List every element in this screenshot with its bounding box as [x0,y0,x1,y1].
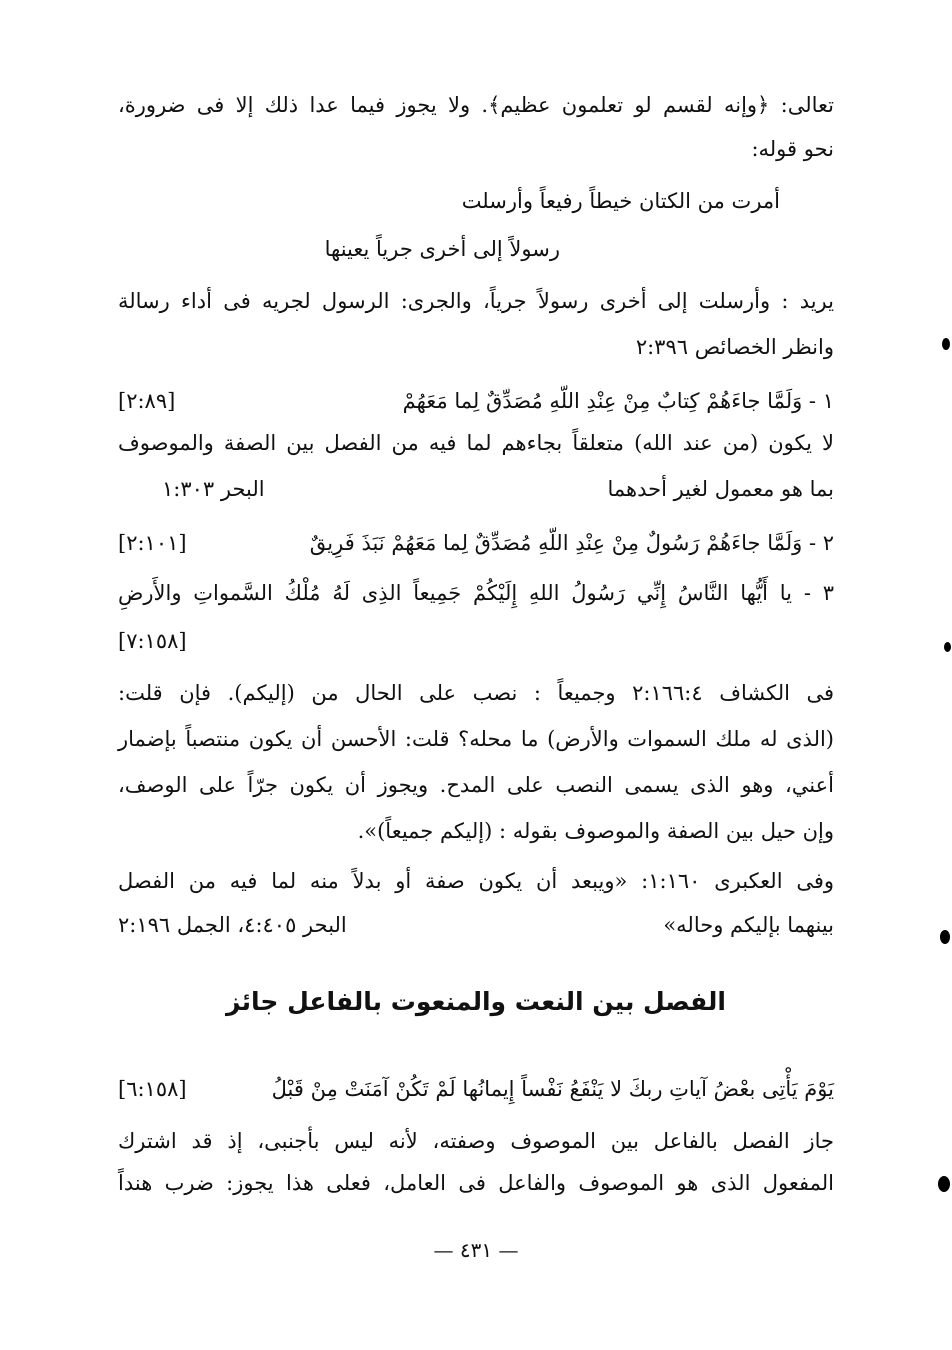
paragraph-line: تعالى: ﴿وإنه لقسم لو تعلمون عظيم﴾. ولا يجوز فيما عدا ذلك إلا فى ضرورة، [118,93,834,117]
paragraph-line: نحو قوله: [751,137,834,161]
paragraph-line: أعني، وهو الذى يسمى النصب على المدح. ويجوز أن يكون جرّاً على الوصف، [118,773,834,797]
verse-reference: [٢:٨٩] [118,389,176,413]
verse-reference: [٧:١٥٨] [118,629,187,653]
paragraph-line: وفى العكبرى ١:١٦٠: «ويبعد أن يكون صفة أو بدلاً منه لما فيه من الفصل [118,869,835,893]
page-number: — ٤٣١ — [433,1238,519,1262]
quran-citation-1 [118,386,834,416]
source-reference: البحر ١:٣٠٣ [162,477,265,501]
scan-mark [944,642,951,652]
verse-line: رسولاً إلى أخرى جرياً يعينها [324,237,560,261]
quran-text: ٢ - وَلَمَّا جاءَهُمْ رَسُولٌ مِنْ عِنْدِ اللّهِ مُصَدِّقٌ لِما مَعَهُمْ نَبَذَ فَرِيقٌ [309,531,834,555]
paragraph-line-with-source [118,474,834,504]
verse-reference: [٢:١٠١] [118,531,187,555]
paragraph-line: المفعول الذى هو الموصوف والفاعل فى العامل، فعلى هذا يجوز: ضرب هنداً [118,1171,834,1195]
quran-citation-4 [118,1074,834,1104]
quran-text: ١ - وَلَمَّا جاءَهُمْ كِتابٌ مِنْ عِنْدِ اللّهِ مُصَدِّقٌ لِما مَعَهُمْ [402,389,834,413]
paragraph-line: جاز الفصل بالفاعل بين الموصوف وصفته، لأنه ليس بأجنبى، إذ قد اشترك [118,1129,834,1153]
quran-citation-3: ٣ - يا أَيُّها النَّاسُ إِنِّي رَسُولُ اللهِ إِلَيْكُمْ جَمِيعاً الذِى لَهُ مُلْكُ السَّمواتِ والأَرضِ [118,581,834,605]
quran-citation-2 [118,528,834,558]
paragraph-line: فى الكشاف ٢:١٦٦:٤ وجميعاً : نصب على الحال من (إليكم). فإن قلت: [118,681,834,705]
section-heading: الفصل بين النعت والمنعوت بالفاعل جائز [226,987,726,1016]
paragraph-text: بينهما بإليكم وحاله» [663,913,834,937]
paragraph-text: بما هو معمول لغير أحدهما [607,477,834,501]
verse-reference: [٦:١٥٨] [118,1077,187,1101]
verse-line: أمرت من الكتان خيطاً رفيعاً وأرسلت [461,189,780,213]
paragraph-line-with-source [118,910,834,940]
scan-mark [938,1176,950,1192]
paragraph-line: (الذى له ملك السموات والأرض) ما محله؟ قلت: الأحسن أن يكون منتصباً بإضمار [118,727,834,751]
source-reference: البحر ٤:٤٠٥، الجمل ٢:١٩٦ [118,913,347,937]
paragraph-line: وانظر الخصائص ٢:٣٩٦ [635,335,834,359]
paragraph-line: لا يكون (من عند الله) متعلقاً بجاءهم لما فيه من الفصل بين الصفة والموصوف [118,431,834,455]
paragraph-line: يريد : وأرسلت إلى أخرى رسولاً جرياً، والجرى: الرسول لجريه فى أداء رسالة [118,289,834,313]
paragraph-line: وإن حيل بين الصفة والموصوف بقوله : (إليكم جميعاً)». [357,819,834,843]
scan-mark [940,930,950,944]
quran-text: يَوْمَ يَأْتِى بعْضُ آياتِ ربكَ لا يَنْفَعُ نَفْساً إِيمانُها لَمْ تَكُنْ آمَنَتْ مِنْ قَبْلُ [271,1077,834,1101]
scan-mark [942,338,950,350]
